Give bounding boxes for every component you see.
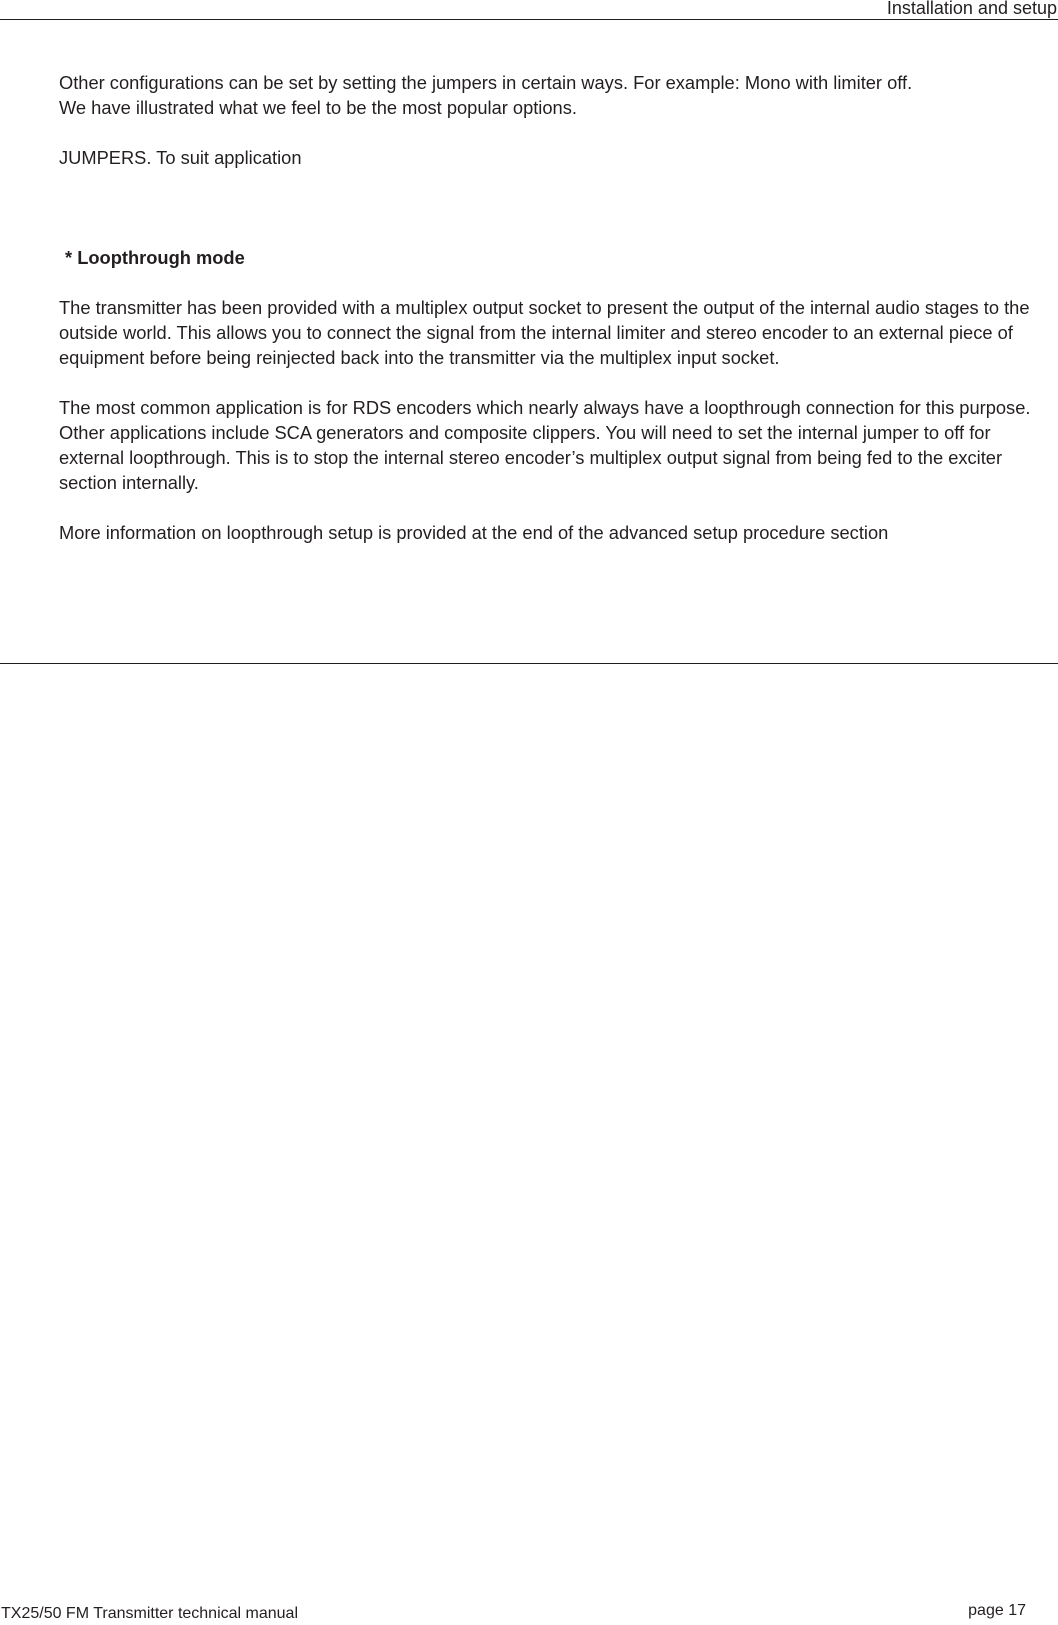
jumpers-label: JUMPERS. To suit application <box>59 147 302 168</box>
loopthrough-paragraph-2: The most common application is for RDS encoders which nearly always have a loopthrough connection for this purpose. Other applications include SCA generators and composite clippers. You will need to set the internal jumper to off for external loopthrough. This is to stop the internal stereo encoder’s multiplex output signal from being fed to the exciter section internally. <box>59 397 1031 493</box>
section-divider <box>0 663 1058 664</box>
loopthrough-heading: * Loopthrough mode <box>65 247 245 268</box>
page-content <box>59 70 1054 545</box>
section-title: Installation and setup <box>886 0 1057 18</box>
more-info-paragraph: More information on loopthrough setup is provided at the end of the advanced setup procedure section <box>59 522 889 543</box>
header-divider <box>0 19 1058 20</box>
loopthrough-paragraph-1: The transmitter has been provided with a multiplex output socket to present the output of the internal audio stages to the outside world. This allows you to connect the signal from the internal limiter and stereo encoder to an external piece of equipment before being reinjected back into the transmitter via the multiplex input socket. <box>59 297 1030 368</box>
intro-line-1: Other configurations can be set by setting the jumpers in certain ways. For example: Mono with limiter off. <box>59 72 913 93</box>
intro-paragraph <box>59 70 1049 120</box>
footer-manual-title: TX25/50 FM Transmitter technical manual <box>1 1605 299 1622</box>
footer-page-number: page 17 <box>968 1602 1026 1619</box>
intro-line-2: We have illustrated what we feel to be the most popular options. <box>59 97 577 118</box>
